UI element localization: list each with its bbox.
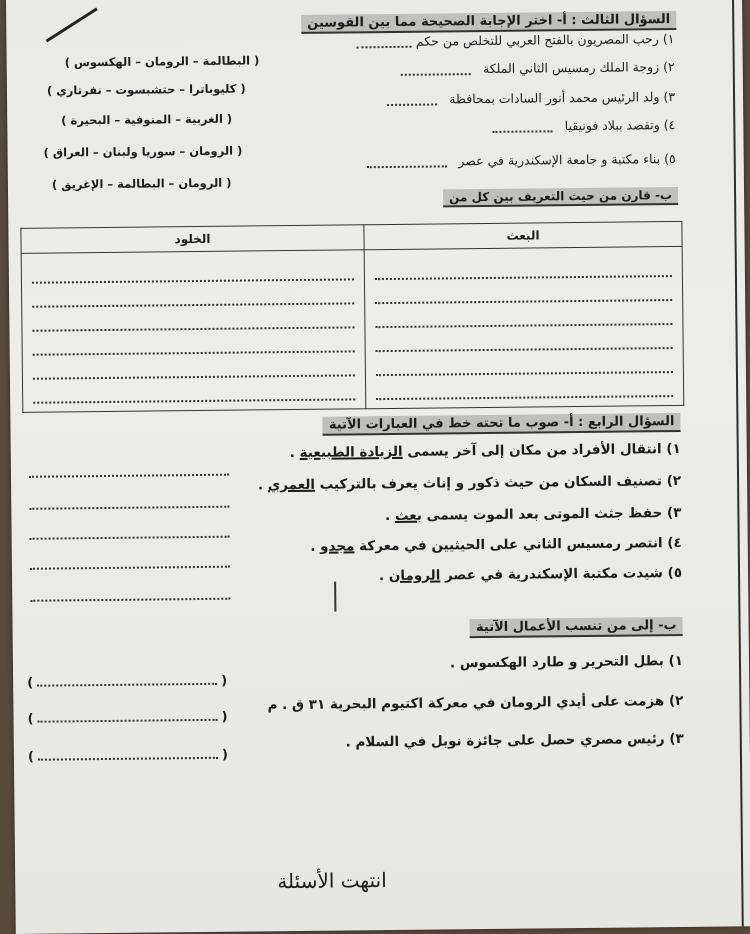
q4-item-5 bbox=[379, 565, 682, 584]
q4-item-2 bbox=[258, 473, 681, 493]
q4-b-header: ب- إلى من تنسب الأعمال الآتية bbox=[470, 617, 683, 638]
table-header-baath: البعث bbox=[364, 221, 682, 249]
item-number: ٢) bbox=[663, 59, 675, 75]
answer-blank[interactable] bbox=[387, 95, 437, 106]
q3-options-5: ( الرومان – البطالمة – الإغريق ) bbox=[51, 175, 232, 192]
item-number: ٥) bbox=[664, 150, 676, 167]
item-number: ٢) bbox=[666, 472, 682, 490]
q4-b-item-1 bbox=[450, 653, 683, 671]
item-number: ٥) bbox=[667, 564, 683, 582]
answer-cell-baath[interactable] bbox=[364, 246, 684, 408]
answer-blank[interactable] bbox=[493, 122, 553, 133]
item-number: ٣) bbox=[663, 88, 676, 105]
pen-mark bbox=[334, 582, 336, 612]
item-number: ٢) bbox=[668, 692, 684, 710]
comparison-table bbox=[20, 221, 684, 413]
item-punct: . bbox=[257, 477, 264, 494]
q3-options-1: ( البطالمة – الرومان – الهكسوس ) bbox=[64, 53, 260, 70]
item-number: ١) bbox=[666, 440, 681, 458]
page-border-line bbox=[732, 0, 744, 926]
q3-options-2: ( كليوباترا – حتشبسوت – نفرتاري ) bbox=[46, 81, 246, 98]
item-number: ١) bbox=[662, 31, 675, 47]
q4-answer-line-2[interactable] bbox=[29, 504, 229, 510]
underlined-term: مجدو bbox=[320, 538, 355, 555]
item-text: وتقصد ببلاد فونيقيا bbox=[564, 117, 660, 134]
q4-b-item-2 bbox=[267, 693, 683, 713]
end-of-questions: انتهت الأسئلة bbox=[277, 868, 387, 894]
q4-item-1 bbox=[290, 441, 681, 461]
q4-b-item-3 bbox=[346, 731, 684, 751]
item-text: ولد الرئيس محمد أنور السادات بمحافظة bbox=[449, 89, 660, 107]
answer-blank[interactable] bbox=[357, 37, 412, 48]
item-text: رحب المصريون بالفتح العربي للتخلص من حكم bbox=[415, 31, 659, 49]
item-text: شيدت مكتبة الإسكندرية في عصر bbox=[444, 565, 663, 584]
pen-stroke-mark bbox=[46, 7, 98, 42]
q4-item-3 bbox=[385, 505, 681, 524]
item-punct: . bbox=[289, 445, 295, 462]
item-number: ٣) bbox=[666, 504, 682, 522]
item-text: انتقال الأفراد من مكان إلى آخر يسمى bbox=[407, 441, 662, 460]
q3-options-3: ( الغربية – المنوفية – البحيرة ) bbox=[61, 111, 233, 128]
item-text: حفظ جثث الموتى بعد الموت يسمى bbox=[426, 505, 663, 524]
exam-page bbox=[6, 0, 750, 934]
item-punct: . bbox=[310, 538, 316, 555]
q3-item-1 bbox=[357, 31, 675, 49]
underlined-term: بعث bbox=[394, 507, 423, 524]
q4-answer-line-4[interactable] bbox=[30, 564, 230, 570]
q4-b-answer-1[interactable]: ( ) bbox=[27, 673, 228, 691]
q3-header: السؤال الثالث : أ- اختر الإجابة الصحيحة مما بين القوسين bbox=[301, 11, 676, 34]
item-number: ٤) bbox=[667, 534, 682, 552]
q3-compare-header: ب- قارن من حيث التعريف بين كل من bbox=[443, 187, 678, 207]
q4-answer-line-1[interactable] bbox=[29, 472, 229, 478]
underlined-term: العمري bbox=[267, 476, 316, 494]
underlined-term: الزيادة الطبيعية bbox=[299, 443, 403, 461]
table-header-khulud: الخلود bbox=[21, 225, 364, 254]
item-text: رئيس مصري حصل على جائزة نوبل في السلام . bbox=[345, 731, 665, 751]
item-punct: . bbox=[378, 568, 385, 585]
item-number: ١) bbox=[668, 652, 684, 670]
q4-item-4 bbox=[310, 535, 682, 555]
answer-blank[interactable] bbox=[366, 157, 446, 168]
q4-b-answer-2[interactable]: ( ) bbox=[27, 709, 228, 727]
q3-item-3 bbox=[387, 89, 675, 107]
q4-header: السؤال الرابع : أ- صوب ما تحته خط في العبارات الآتية bbox=[323, 413, 681, 436]
q3-item-4 bbox=[493, 117, 676, 134]
item-number: ٣) bbox=[669, 730, 684, 748]
q4-answer-line-3[interactable] bbox=[30, 534, 230, 540]
q4-answer-line-5[interactable] bbox=[30, 596, 230, 602]
item-text: هزمت على أيدي الرومان في معركة اكتيوم البحرية ٣١ ق . م bbox=[267, 693, 665, 714]
underlined-term: الرومان bbox=[388, 567, 441, 585]
item-text: تصنيف السكان من حيث ذكور و إناث يعرف بالتركيب bbox=[319, 473, 663, 493]
item-text: بناء مكتبة و جامعة الإسكندرية في عصر bbox=[458, 151, 661, 169]
q3-item-5 bbox=[366, 151, 675, 169]
item-text: بطل التحرير و طارد الهكسوس . bbox=[449, 653, 664, 672]
q3-item-2 bbox=[401, 59, 675, 77]
q3-options-4: ( الرومان – سوريا ولبنان – العراق ) bbox=[43, 143, 243, 160]
item-text: زوجة الملك رمسيس الثاني الملكة bbox=[482, 59, 660, 77]
item-text: انتصر رمسيس الثاني على الحيثيين في معركة bbox=[359, 535, 663, 555]
item-number: ٤) bbox=[663, 116, 676, 133]
item-punct: . bbox=[385, 508, 391, 525]
q4-b-answer-3[interactable]: ( ) bbox=[27, 747, 228, 765]
answer-cell-khulud[interactable] bbox=[21, 250, 366, 413]
answer-blank[interactable] bbox=[401, 65, 471, 76]
